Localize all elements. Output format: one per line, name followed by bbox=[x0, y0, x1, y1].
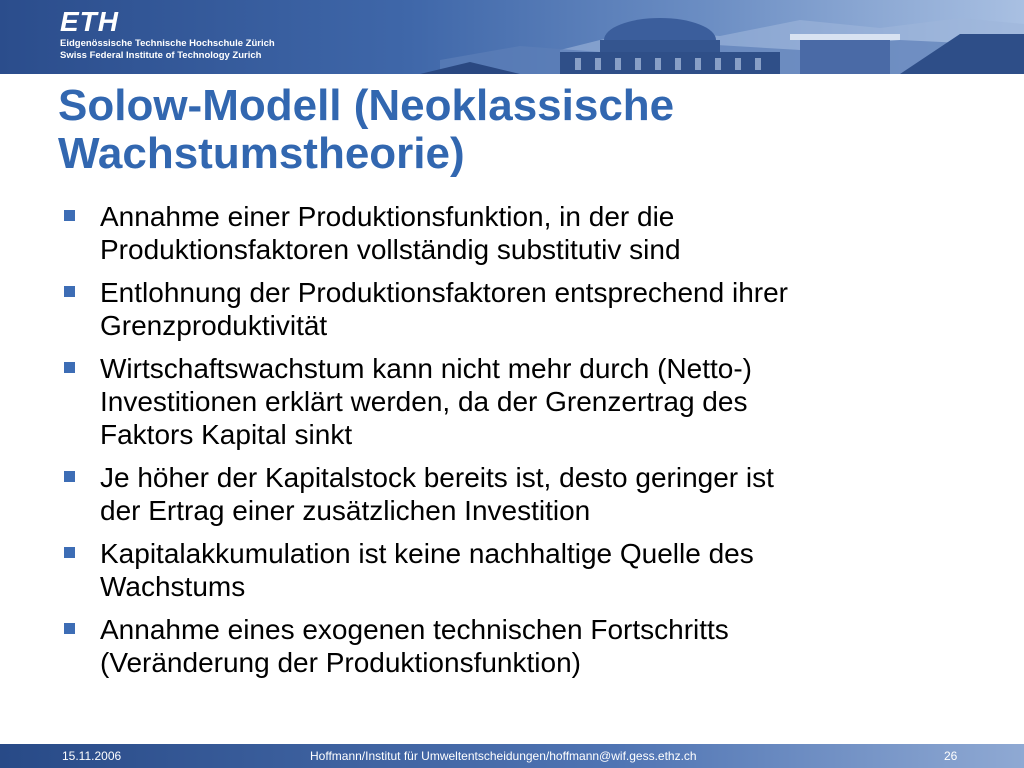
bullet-square-icon bbox=[64, 623, 75, 634]
bullet-text-line: Investitionen erklärt werden, da der Grenzertrag des bbox=[100, 386, 748, 417]
bullet-item bbox=[62, 537, 962, 603]
footer-date: 15.11.2006 bbox=[62, 749, 122, 763]
eth-building-photo bbox=[0, 0, 1024, 74]
bullet-item bbox=[62, 613, 962, 679]
eth-logo: ETH bbox=[60, 6, 119, 37]
bullet-text-line: Je höher der Kapitalstock bereits ist, desto geringer ist bbox=[100, 462, 774, 493]
bullet-text-line: Wirtschaftswachstum kann nicht mehr durch (Netto-) bbox=[100, 353, 752, 384]
header-banner bbox=[0, 0, 1024, 74]
bullet-square-icon bbox=[64, 471, 75, 482]
institution-name-en: Swiss Federal Institute of Technology Zurich bbox=[60, 50, 262, 61]
page-number: 26 bbox=[944, 749, 958, 763]
bullet-text-line: Annahme eines exogenen technischen Fortschritts bbox=[100, 614, 729, 645]
bullet-text-line: Produktionsfaktoren vollständig substitutiv sind bbox=[100, 234, 681, 265]
bullet-square-icon bbox=[64, 362, 75, 373]
bullet-item bbox=[62, 200, 962, 266]
slide-title bbox=[58, 82, 958, 178]
bullet-item bbox=[62, 276, 962, 342]
footer-bar bbox=[0, 744, 1024, 768]
bullet-square-icon bbox=[64, 286, 75, 297]
bullet-text-line: Grenzproduktivität bbox=[100, 310, 328, 341]
bullet-text-line: Faktors Kapital sinkt bbox=[100, 419, 353, 450]
footer-author: Hoffmann/Institut für Umweltentscheidungen/hoffmann@wif.gess.ethz.ch bbox=[310, 749, 697, 763]
slide-title-line: Solow-Modell (Neoklassische bbox=[58, 81, 675, 130]
bullet-square-icon bbox=[64, 210, 75, 221]
bullet-item bbox=[62, 352, 962, 451]
bullet-text-line: Annahme einer Produktionsfunktion, in der die bbox=[100, 201, 675, 232]
bullet-text-line: Wachstums bbox=[100, 571, 246, 602]
bullet-text-line: Entlohnung der Produktionsfaktoren entsprechend ihrer bbox=[100, 277, 788, 308]
bullet-text-line: Kapitalakkumulation ist keine nachhaltige Quelle des bbox=[100, 538, 754, 569]
institution-name-de: Eidgenössische Technische Hochschule Zürich bbox=[60, 38, 275, 49]
bullet-text-line: (Veränderung der Produktionsfunktion) bbox=[100, 647, 581, 678]
bullet-square-icon bbox=[64, 547, 75, 558]
bullet-list bbox=[62, 200, 962, 689]
bullet-item bbox=[62, 461, 962, 527]
bullet-text-line: der Ertrag einer zusätzlichen Investition bbox=[100, 495, 591, 526]
slide-title-line: Wachstumstheorie) bbox=[58, 129, 465, 178]
